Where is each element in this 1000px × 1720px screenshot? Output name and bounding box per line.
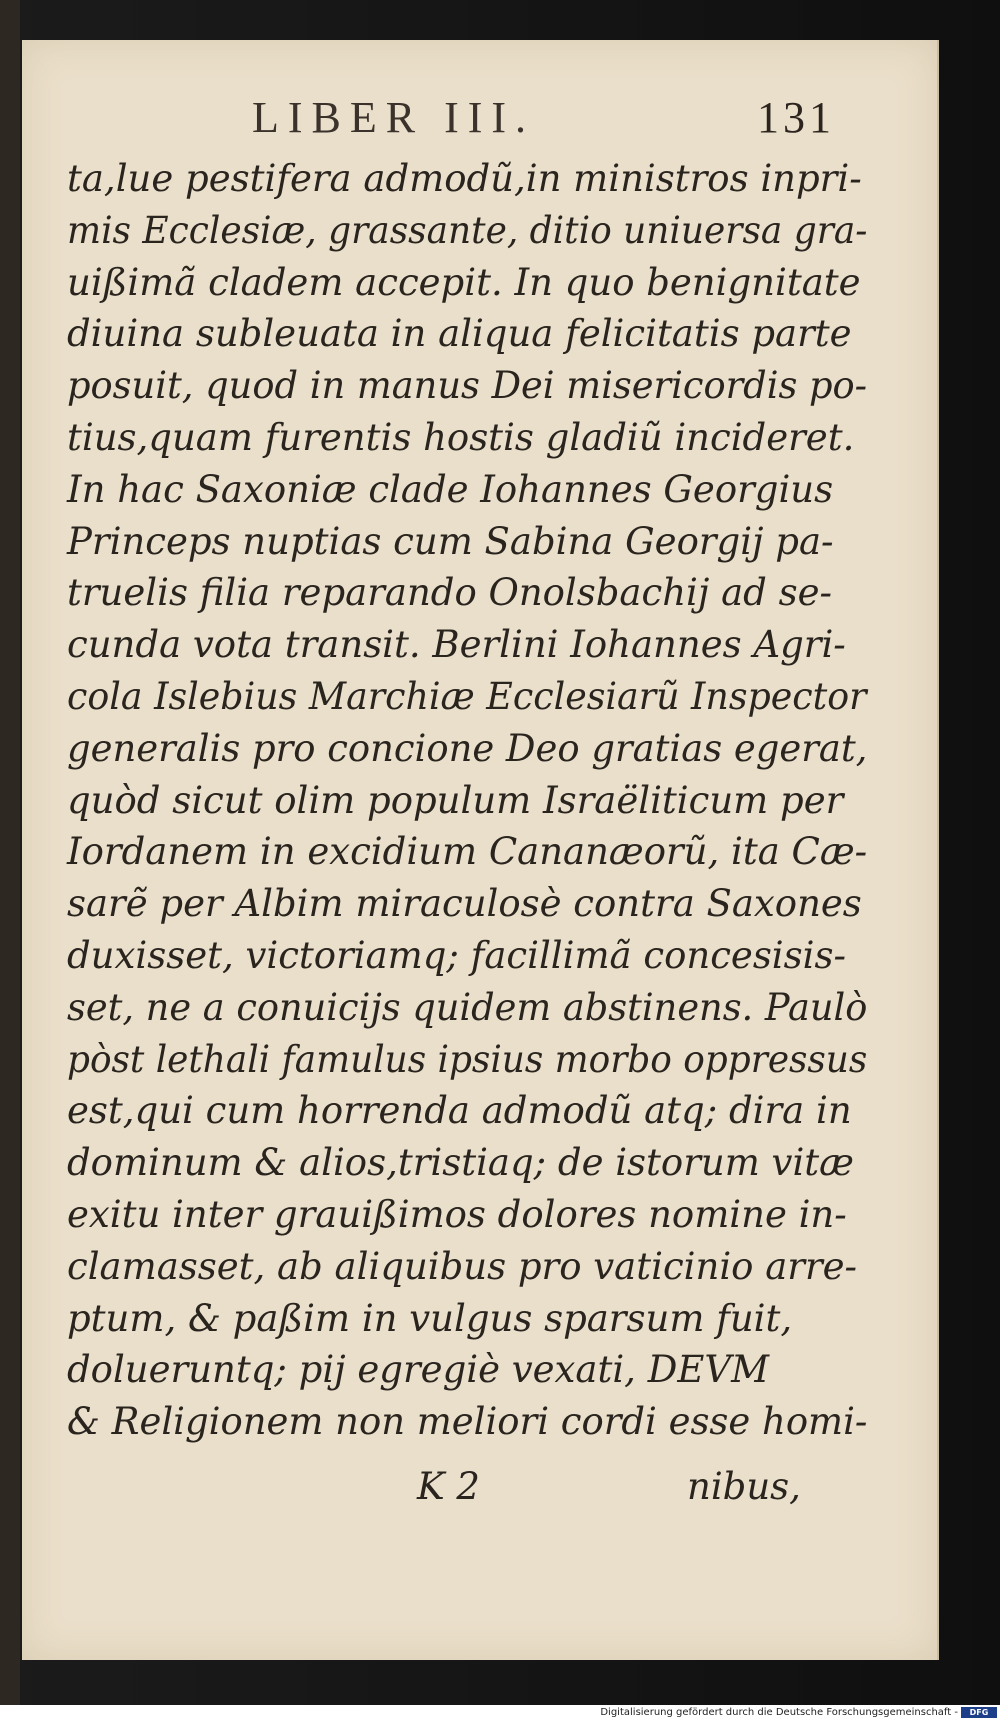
text-line: Princeps nuptias cum Sabina Georgij pa- <box>67 519 834 563</box>
text-block <box>67 153 867 1448</box>
text-line: ta,lue pestifera admodũ,in ministros inpri- <box>67 157 862 200</box>
text-line: est,qui cum horrenda admodũ atq; dira in <box>67 1089 852 1133</box>
text-line: cunda vota transit. Berlini Iohannes Agri- <box>67 623 846 667</box>
funding-credit: Digitalisierung gefördert durch die Deutsche Forschungsgemeinschaft - <box>600 1707 958 1718</box>
dfg-logo: DFG <box>961 1707 997 1718</box>
text-line: pòst lethali famulus ipsius morbo oppressus <box>67 1037 868 1081</box>
text-line: Iordanem in excidium Cananæorũ, ita Cæ- <box>67 830 868 874</box>
text-line: dominum & alios,tristiaq; de istorum vitæ <box>67 1141 854 1185</box>
text-line: clamasset, ab aliquibus pro vaticinio arre- <box>67 1244 858 1288</box>
signature-mark: K 2 <box>417 1465 480 1508</box>
text-line: mis Ecclesiæ, grassante, ditio uniuersa gra- <box>67 208 868 252</box>
text-line: In hac Saxoniæ clade Iohannes Georgius <box>67 467 834 511</box>
running-head: LIBER III. <box>252 93 536 142</box>
text-line: cola Islebius Marchiæ Ecclesiarũ Inspector <box>67 674 867 718</box>
text-line: tius,quam furentis hostis gladiũ incideret. <box>67 415 855 459</box>
credit-bar <box>0 1705 1000 1720</box>
text-line: truelis filia reparando Onolsbachij ad se- <box>67 571 833 615</box>
text-line: dolueruntq; pij egregiè vexati, DEVM <box>67 1348 769 1392</box>
text-line: sarẽ per Albim miraculosè contra Saxones <box>67 882 862 926</box>
book-page <box>22 40 939 1660</box>
catchword: nibus, <box>687 1465 801 1508</box>
text-line: quòd sicut olim populum Israëliticum per <box>67 778 844 822</box>
text-line: set, ne a conuicijs quidem abstinens. Paulò <box>67 985 868 1029</box>
page-number: 131 <box>757 93 835 142</box>
text-line: duxisset, victoriamq; facillimã concesisis- <box>67 933 846 977</box>
text-line: diuina subleuata in aliqua felicitatis parte <box>67 312 852 356</box>
page-footer <box>22 1465 937 1525</box>
page-header <box>22 92 937 152</box>
text-line: ptum, & paßim in vulgus sparsum fuit, <box>67 1296 793 1340</box>
text-line: uißimã cladem accepit. In quo benignitate <box>67 260 861 304</box>
text-line: exitu inter grauißimos dolores nomine in- <box>67 1192 847 1236</box>
text-line: posuit, quod in manus Dei misericordis po- <box>67 364 868 408</box>
text-line: & Religionem non meliori cordi esse homi- <box>67 1400 868 1444</box>
book-spine <box>0 0 20 1720</box>
text-line: generalis pro concione Deo gratias egerat, <box>67 726 868 770</box>
